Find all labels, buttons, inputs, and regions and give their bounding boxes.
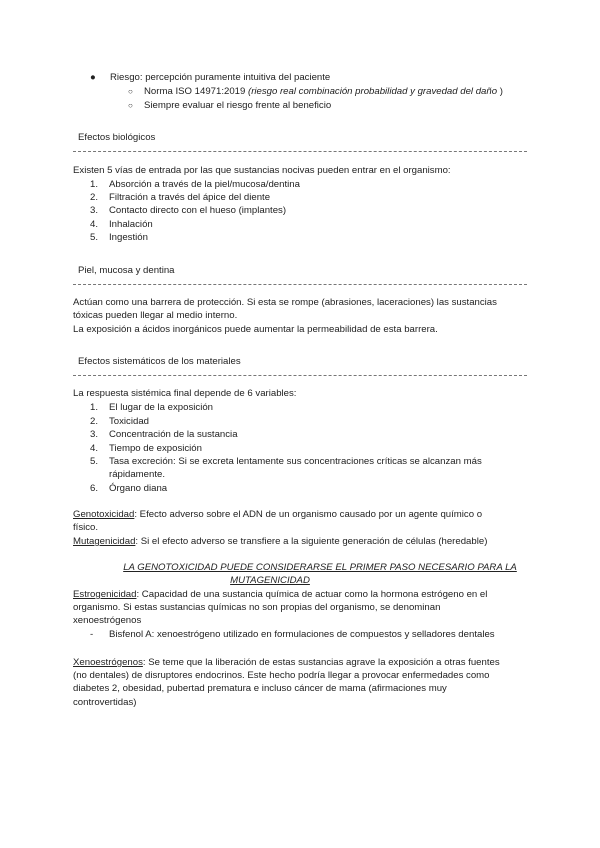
- list-item: 4. Tiempo de exposición: [90, 443, 202, 454]
- mutagenicidad-term: Mutagenicidad: [73, 536, 136, 547]
- circle-bullet-icon: ○: [128, 87, 133, 96]
- list-item: 2. Toxicidad: [90, 416, 149, 427]
- section-heading-efectos-sistematicos: Efectos sistemáticos de los materiales: [78, 356, 241, 367]
- section2-paragraph-line: tóxicas pueden llegar al medio interno.: [73, 310, 238, 321]
- risk-bullet: ● Riesgo: percepción puramente intuitiva del paciente: [90, 72, 331, 83]
- bullet-icon: ●: [90, 72, 96, 83]
- callout-line: MUTAGENICIDAD: [230, 575, 310, 586]
- xenoestrogenos-paragraph-cont: controvertidas): [73, 697, 137, 708]
- list-item: 6. Órgano diana: [90, 483, 168, 494]
- list-item: 3. Contacto directo con el hueso (implantes): [90, 205, 287, 216]
- list-item: 1. El lugar de la exposición: [90, 402, 213, 413]
- mutagenicidad-definition: Mutagenicidad: Si el efecto adverso se transfiere a la siguiente generación de células (heredable): [73, 536, 488, 547]
- section2-paragraph-line: Actúan como una barrera de protección. Si esta se rompe (abrasiones, laceraciones) las sustancias: [73, 297, 497, 308]
- xenoestrogenos-paragraph: Xenoestrógenos: Se teme que la liberación de estas sustancias agrave la exposición a otras fuentes: [73, 657, 500, 668]
- list-item-continuation: rápidamente.: [109, 469, 165, 480]
- list-item: 4. Inhalación: [90, 219, 153, 230]
- genotoxicidad-definition-cont: físico.: [73, 522, 99, 533]
- estrogenicidad-definition-cont: organismo. Si estas sustancias químicas no son propias del organismo, se denominan: [73, 602, 441, 613]
- circle-bullet-icon: ○: [128, 101, 133, 110]
- list-item: 3. Concentración de la sustancia: [90, 429, 238, 440]
- xenoestrogenos-term: Xenoestrógenos: [73, 657, 143, 668]
- section3-intro: La respuesta sistémica final depende de 6 variables:: [73, 388, 297, 399]
- list-item: 5. Ingestión: [90, 232, 148, 243]
- xenoestrogenos-paragraph-cont: diabetes 2, obesidad, pubertad prematura e incluso cáncer de mama (afirmaciones muy: [73, 683, 447, 694]
- section-divider: [73, 151, 527, 152]
- section-divider: [73, 375, 527, 376]
- risk-subitem-evaluate: ○ Siempre evaluar el riesgo frente al beneficio: [128, 100, 332, 111]
- genotoxicidad-term: Genotoxicidad: [73, 509, 135, 520]
- list-item: 1. Absorción a través de la piel/mucosa/dentina: [90, 179, 300, 190]
- list-item: 5. Tasa excreción: Si se excreta lentamente sus concentraciones críticas se alcanzan más: [90, 456, 482, 467]
- list-item: 2. Filtración a través del ápice del diente: [90, 192, 271, 203]
- section-divider: [73, 284, 527, 285]
- section2-paragraph: La exposición a ácidos inorgánicos puede aumentar la permeabilidad de esta barrera.: [73, 324, 438, 335]
- callout-line: LA GENOTOXICIDAD PUEDE CONSIDERARSE EL PRIMER PASO NECESARIO PARA LA: [123, 562, 517, 573]
- risk-subitem-iso: ○ Norma ISO 14971:2019 (riesgo real combinación probabilidad y gravedad del daño ): [128, 86, 503, 97]
- section-heading-efectos-biologicos: Efectos biológicos: [78, 132, 156, 143]
- dash-list-item: - Bisfenol A: xenoestrógeno utilizado en formulaciones de compuestos y selladores dentales: [90, 629, 495, 640]
- estrogenicidad-definition-cont: xenoestrógenos: [73, 615, 142, 626]
- section1-intro: Existen 5 vías de entrada por las que sustancias nocivas pueden entrar en el organismo:: [73, 165, 451, 176]
- estrogenicidad-term: Estrogenicidad: [73, 589, 137, 600]
- xenoestrogenos-paragraph-cont: (no dentales) de disruptores endocrinos. Este hecho podría llegar a provocar enfermedades como: [73, 670, 490, 681]
- dash-bullet-icon: -: [90, 629, 94, 640]
- genotoxicidad-definition: Genotoxicidad: Efecto adverso sobre el ADN de un organismo causado por un agente químico o: [73, 509, 483, 520]
- section-heading-piel: Piel, mucosa y dentina: [78, 265, 175, 276]
- estrogenicidad-definition: Estrogenicidad: Capacidad de una sustancia química de actuar como la hormona estrógeno en el: [73, 589, 488, 600]
